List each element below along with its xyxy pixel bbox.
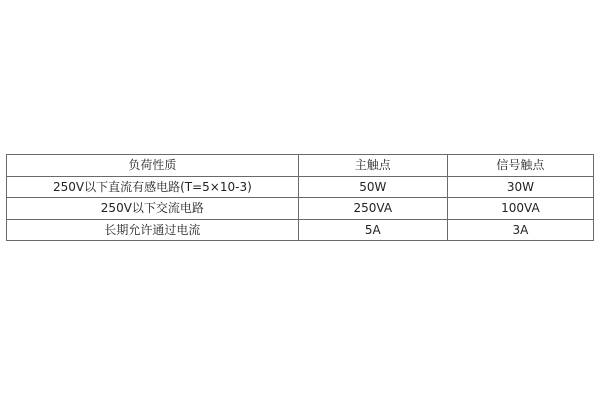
header-cell-main-contact: 主触点 bbox=[298, 155, 447, 177]
cell-continuous-current-label: 长期允许通过电流 bbox=[7, 219, 299, 241]
table-header-row bbox=[7, 155, 594, 177]
header-cell-signal-contact: 信号触点 bbox=[447, 155, 593, 177]
contact-load-spec-table-container bbox=[6, 154, 594, 241]
cell-dc-main-contact-value: 50W bbox=[298, 176, 447, 198]
cell-ac-signal-contact-value: 100VA bbox=[447, 198, 593, 220]
table-row-ac-circuit bbox=[7, 198, 594, 220]
contact-load-spec-table bbox=[6, 154, 594, 241]
cell-dc-signal-contact-value: 30W bbox=[447, 176, 593, 198]
header-cell-load-nature: 负荷性质 bbox=[7, 155, 299, 177]
cell-ac-main-contact-value: 250VA bbox=[298, 198, 447, 220]
cell-continuous-signal-contact-value: 3A bbox=[447, 219, 593, 241]
table-row-dc-circuit bbox=[7, 176, 594, 198]
table-row-continuous-current bbox=[7, 219, 594, 241]
cell-ac-circuit-label: 250V以下交流电路 bbox=[7, 198, 299, 220]
cell-dc-circuit-label: 250V以下直流有感电路(T=5×10-3) bbox=[7, 176, 299, 198]
cell-continuous-main-contact-value: 5A bbox=[298, 219, 447, 241]
